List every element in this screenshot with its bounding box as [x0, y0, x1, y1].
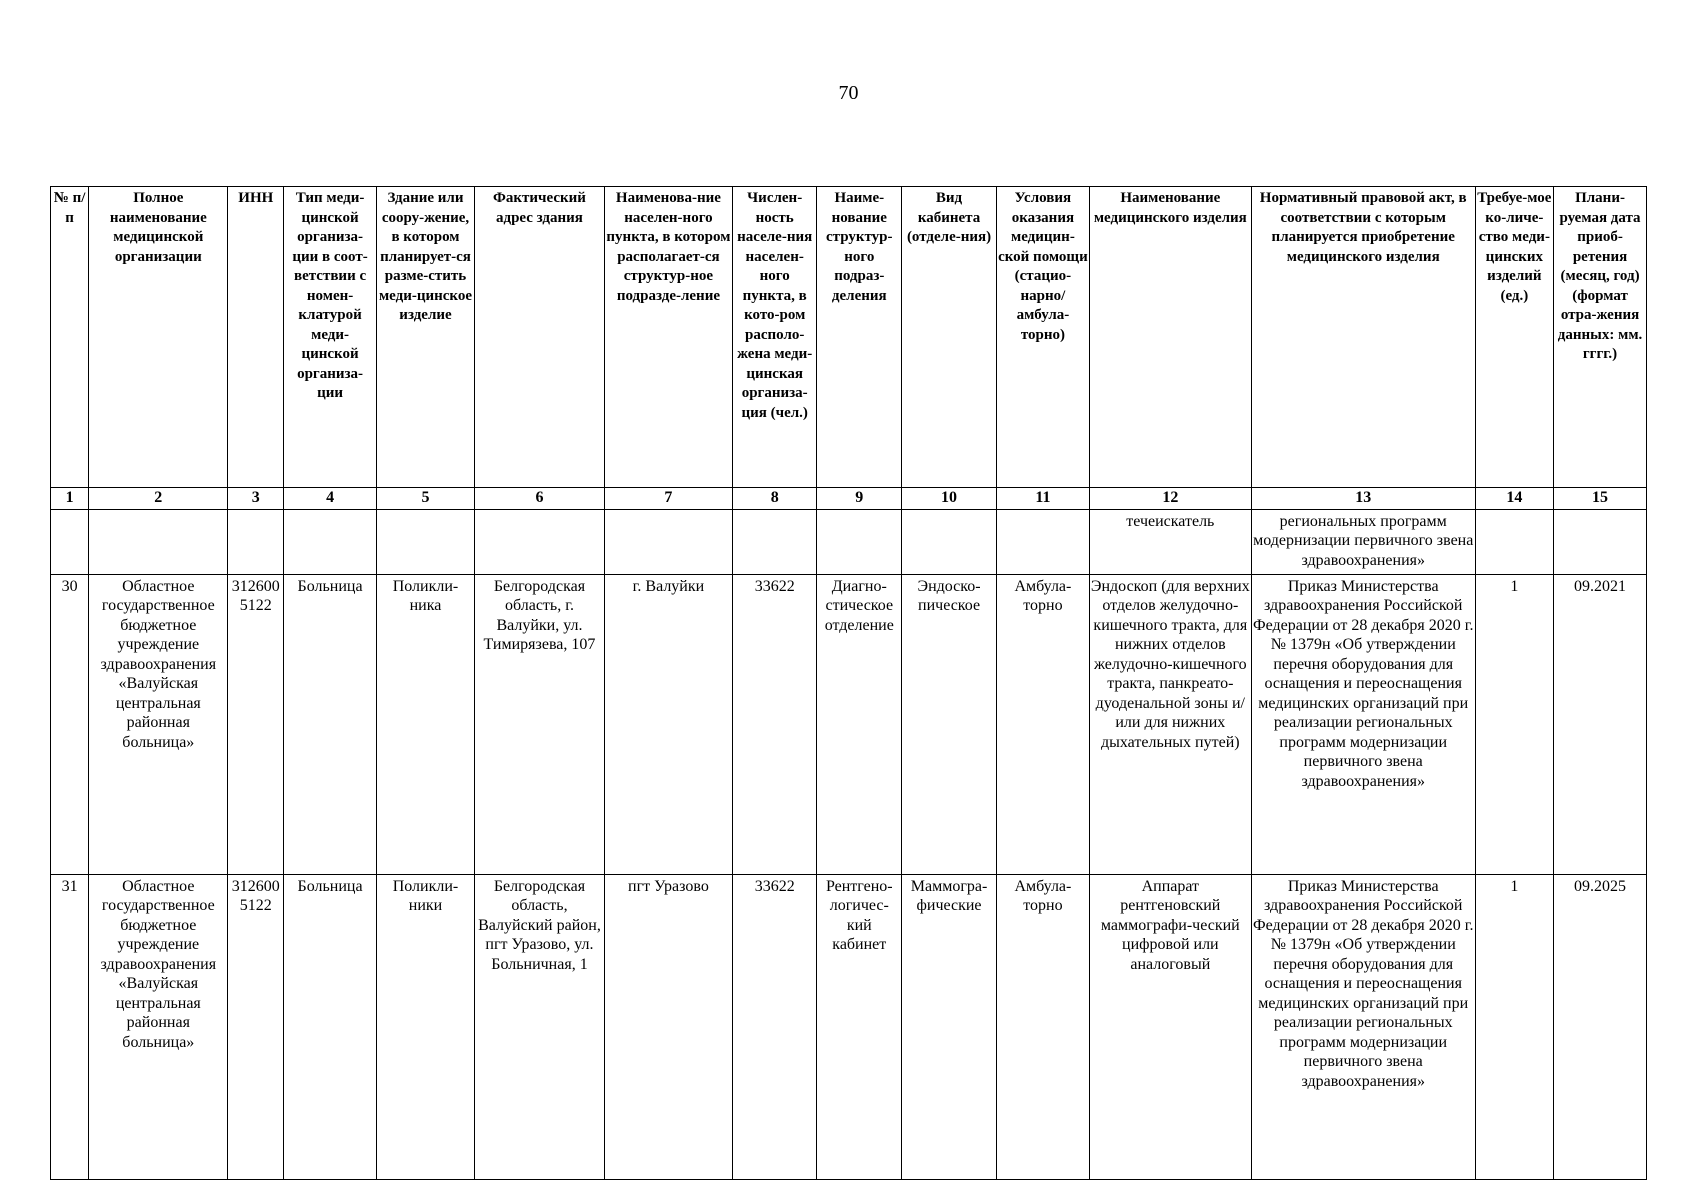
table-row-30 — [51, 574, 1647, 874]
table-cell-device-name: Эндоскоп (для верхних отделов желудочно-кишечного тракта, для нижних отделов желудочно-кишечного тракта, панкреато-дуоденальной зоны и/или для нижних дыхательных путей) — [1089, 574, 1251, 874]
header-cell-cabinet-type: Вид кабинета (отделе-ния) — [902, 187, 997, 488]
table-cell-building: Поликли-ника — [376, 574, 474, 874]
column-number: 4 — [284, 488, 377, 510]
table-cell-inn: 3126005122 — [228, 874, 284, 1179]
table-cell-org-name: Областное государственное бюджетное учреждение здравоохранения «Валуйская центральная районная больница» — [89, 574, 228, 874]
header-cell-device-name: Наименование медицинского изделия — [1089, 187, 1251, 488]
column-number: 6 — [474, 488, 604, 510]
table-cell-quantity: 1 — [1475, 874, 1553, 1179]
header-cell-purchase-date: Плани-руемая дата приоб-ретения (месяц, год) (формат отра-жения данных: мм. гггг.) — [1554, 187, 1647, 488]
column-number: 8 — [732, 488, 817, 510]
equipment-table — [50, 186, 1647, 1180]
equipment-table-container — [50, 186, 1647, 1180]
header-cell-division: Наиме-нование структур-ного подраз-деления — [817, 187, 902, 488]
table-cell-number: 31 — [51, 874, 89, 1179]
column-number: 14 — [1475, 488, 1553, 510]
table-cell — [376, 509, 474, 574]
table-cell-cabinet-type: Маммогра-фические — [902, 874, 997, 1179]
column-number: 13 — [1251, 488, 1475, 510]
table-cell-population: 33622 — [732, 874, 817, 1179]
table-row-continuation — [51, 509, 1647, 574]
table-row-31 — [51, 874, 1647, 1179]
header-cell-population: Числен-ность населе-ния населен-ного пункта, в кото-ром располо-жена меди-цинская организа-ция (чел.) — [732, 187, 817, 488]
column-number-row — [51, 488, 1647, 510]
table-cell-number: 30 — [51, 574, 89, 874]
table-cell-quantity: 1 — [1475, 574, 1553, 874]
table-cell — [284, 509, 377, 574]
header-cell-care-conditions: Условия оказания медицин-ской помощи (стацио-нарно/ амбула-торно) — [996, 187, 1089, 488]
table-cell-building: Поликли-ники — [376, 874, 474, 1179]
table-cell-legal-act: Приказ Министерства здравоохранения Российской Федерации от 28 декабря 2020 г. № 1379н «Об утверждении перечня оборудования для оснащения и переоснащения медицинских организаций при реализации региональных программ модернизации первичного звена здравоохранения» — [1251, 874, 1475, 1179]
column-number: 9 — [817, 488, 902, 510]
header-cell-settlement: Наименова-ние населен-ного пункта, в котором располагает-ся структур-ное подразде-ление — [604, 187, 732, 488]
table-cell — [996, 509, 1089, 574]
table-cell-division: Диагно-стическое отделение — [817, 574, 902, 874]
column-number: 10 — [902, 488, 997, 510]
column-number: 3 — [228, 488, 284, 510]
header-cell-building: Здание или соору-жение, в котором планирует-ся разме-стить меди-цинское изделие — [376, 187, 474, 488]
header-cell-org-name: Полное наименование медицинской организации — [89, 187, 228, 488]
table-cell-device-name: течеискатель — [1089, 509, 1251, 574]
table-cell — [89, 509, 228, 574]
table-cell-legal-act: региональных программ модернизации первичного звена здравоохранения» — [1251, 509, 1475, 574]
table-cell-purchase-date: 09.2021 — [1554, 574, 1647, 874]
table-cell — [51, 509, 89, 574]
table-cell — [604, 509, 732, 574]
table-cell-settlement: пгт Уразово — [604, 874, 732, 1179]
table-cell-division: Рентгено-логичес-кий кабинет — [817, 874, 902, 1179]
table-cell — [732, 509, 817, 574]
table-cell-legal-act: Приказ Министерства здравоохранения Российской Федерации от 28 декабря 2020 г. № 1379н «Об утверждении перечня оборудования для оснащения и переоснащения медицинских организаций при реализации региональных программ модернизации первичного звена здравоохранения» — [1251, 574, 1475, 874]
column-number: 5 — [376, 488, 474, 510]
table-cell-settlement: г. Валуйки — [604, 574, 732, 874]
column-number: 7 — [604, 488, 732, 510]
column-number: 2 — [89, 488, 228, 510]
table-cell-org-name: Областное государственное бюджетное учреждение здравоохранения «Валуйская центральная районная больница» — [89, 874, 228, 1179]
page-number: 70 — [838, 82, 859, 104]
table-cell-population: 33622 — [732, 574, 817, 874]
table-cell-inn: 3126005122 — [228, 574, 284, 874]
table-cell-cabinet-type: Эндоско-пическое — [902, 574, 997, 874]
table-cell-org-type: Больница — [284, 874, 377, 1179]
table-cell-care-conditions: Амбула-торно — [996, 874, 1089, 1179]
header-row — [51, 187, 1647, 488]
header-cell-address: Фактический адрес здания — [474, 187, 604, 488]
header-cell-number: № п/п — [51, 187, 89, 488]
column-number: 1 — [51, 488, 89, 510]
table-cell-device-name: Аппарат рентгеновский маммографи-ческий цифровой или аналоговый — [1089, 874, 1251, 1179]
column-number: 12 — [1089, 488, 1251, 510]
header-cell-inn: ИНН — [228, 187, 284, 488]
table-cell-purchase-date: 09.2025 — [1554, 874, 1647, 1179]
table-cell — [228, 509, 284, 574]
table-cell — [1554, 509, 1647, 574]
header-cell-quantity: Требуе-мое ко-личе-ство меди-цинских изделий (ед.) — [1475, 187, 1553, 488]
column-number: 15 — [1554, 488, 1647, 510]
column-number: 11 — [996, 488, 1089, 510]
table-cell — [902, 509, 997, 574]
header-cell-legal-act: Нормативный правовой акт, в соответствии с которым планируется приобретение медицинского изделия — [1251, 187, 1475, 488]
table-cell — [817, 509, 902, 574]
header-cell-org-type: Тип меди-цинской организа-ции в соот-ветствии с номен-клатурой меди-цинской организа-ции — [284, 187, 377, 488]
table-cell — [1475, 509, 1553, 574]
table-cell-address: Белгородская область, Валуйский район, пгт Уразово, ул. Больничная, 1 — [474, 874, 604, 1179]
table-cell-org-type: Больница — [284, 574, 377, 874]
table-cell-address: Белгородская область, г. Валуйки, ул. Тимирязева, 107 — [474, 574, 604, 874]
table-cell — [474, 509, 604, 574]
table-cell-care-conditions: Амбула-торно — [996, 574, 1089, 874]
